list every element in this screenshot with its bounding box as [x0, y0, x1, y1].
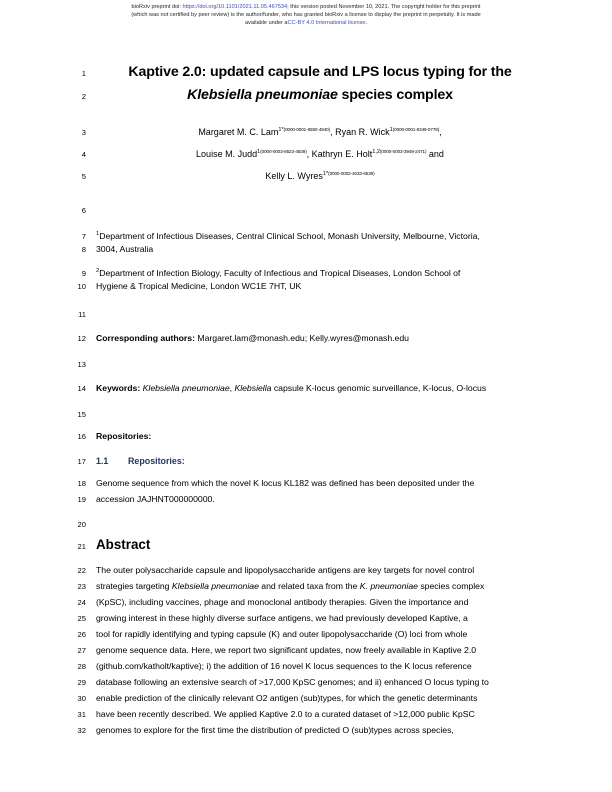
author-affiliation-marker: 1 — [257, 149, 261, 155]
line-number: 23 — [77, 582, 86, 591]
abstract-line-24: (KpSC), including vaccines, phage and monoclonal antibody therapies. Given the importance and — [96, 597, 469, 607]
author-name-holt: Kathryn E. Holt — [311, 149, 373, 159]
abstract-23-b: and related taxa from the — [258, 581, 360, 591]
abstract-line-23-row — [0, 582, 612, 591]
line-number: 22 — [77, 566, 86, 575]
abstract-line-32: genomes to explore for the first time the distribution of predicted O (sub)types across species, — [96, 725, 454, 735]
author-affiliation-marker: 1* — [322, 171, 329, 177]
line-number: 10 — [77, 282, 86, 291]
corresponding-authors-text — [96, 334, 612, 343]
author-orcid-holt: (0000-0003-3949-2471) — [379, 149, 427, 154]
line-number: 31 — [77, 710, 86, 719]
authors-line-2-row — [0, 150, 612, 159]
corresponding-authors-emails[interactable]: Margaret.lam@monash.edu; Kelly.wyres@monash.edu — [194, 333, 409, 343]
abstract-line-30-row — [0, 694, 612, 703]
blank-content — [96, 309, 612, 317]
line-number: 27 — [77, 646, 86, 655]
author-orcid-judd: (0000-0003-8623-4839) — [260, 149, 307, 154]
title-line-2-row — [0, 88, 612, 103]
line-number: 13 — [77, 360, 86, 369]
abstract-line-31-row — [0, 710, 612, 719]
keyword-species-1: Klebsiella pneumoniae — [140, 383, 230, 393]
page-title-line-2 — [96, 88, 612, 103]
abstract-line-24-row — [0, 598, 612, 607]
affiliation-1-line-1-row — [0, 231, 612, 241]
page-title-line-1: Kaptive 2.0: updated capsule and LPS locus typing for the — [128, 64, 512, 80]
affiliation-2-text — [96, 268, 612, 278]
abstract-line-29-row — [0, 678, 612, 687]
line-number: 18 — [77, 479, 86, 488]
repositories-heading — [96, 432, 612, 441]
affiliation-1-text — [96, 231, 612, 241]
line-number: 16 — [77, 432, 86, 441]
author-name-judd: Louise M. Judd — [196, 149, 258, 159]
banner-line-2: (which was not certified by peer review) is the author/funder, who has granted bioRxiv a license to display the preprint in perpetuity. It is made — [131, 12, 481, 19]
line-number: 19 — [77, 495, 86, 504]
author-list-line-2 — [96, 150, 612, 159]
author-affiliation-marker: 1 — [389, 127, 393, 133]
author-list-line-3 — [96, 172, 612, 181]
author-line-tail: , — [439, 127, 442, 137]
abstract-line-29: database following an extensive search of >17,000 KpSC genomes; and ii) enhanced O locus typing to — [96, 677, 489, 687]
abstract-line-22-row — [0, 566, 612, 575]
author-affiliation-marker: 1,2 — [372, 149, 380, 155]
line-number: 21 — [77, 542, 86, 551]
abstract-line-23 — [96, 582, 612, 591]
line-number: 8 — [81, 245, 86, 254]
keywords-separator: , — [229, 383, 235, 393]
title-species-italic: Klebsiella pneumoniae — [187, 87, 338, 103]
banner-license-prefix: available under a — [244, 20, 288, 27]
banner-doi-suffix: ; this version posted November 10, 2021. The copyright holder for this preprint — [287, 4, 481, 10]
abstract-line-31: have been recently described. We applied Kaptive 2.0 to a curated dataset of >12,000 public KpSC — [96, 709, 475, 719]
author-line-tail: and — [426, 149, 444, 159]
line-number: 5 — [81, 172, 86, 181]
title-line-1-row — [0, 65, 612, 80]
keywords-label: Keywords: — [96, 383, 141, 393]
affiliation-2-line-2: Hygiene & Tropical Medicine, London WC1E 7HT, UK — [96, 281, 302, 291]
line-number: 12 — [77, 334, 86, 343]
blank-line-20-row — [0, 519, 612, 529]
blank-line-13-row — [0, 359, 612, 369]
line-number: 32 — [77, 726, 86, 735]
line-number: 28 — [77, 662, 86, 671]
line-number: 26 — [77, 630, 86, 639]
abstract-23-a: strategies targeting — [96, 581, 172, 591]
author-name-lam: Margaret M. C. Lam — [198, 127, 279, 137]
abstract-line-28: (github.com/katholt/kaptive); i) the addition of 16 novel K locus sequences to the K locus reference — [96, 661, 472, 671]
subheading-text: Repositories: — [128, 456, 185, 466]
line-number: 29 — [77, 678, 86, 687]
blank-content — [96, 519, 612, 527]
blank-content — [96, 205, 612, 213]
abstract-line-22: The outer polysaccharide capsule and lipopolysaccharide antigens are key targets for novel control — [96, 565, 475, 575]
repositories-body-line-1: Genome sequence from which the novel K locus KL182 was defined has been deposited under the — [96, 478, 475, 488]
line-number: 4 — [81, 150, 86, 159]
banner-doi-link[interactable]: https://doi.org/10.1101/2021.11.05.467534 — [182, 4, 288, 10]
blank-line-15-row — [0, 409, 612, 419]
keywords-rest: capsule K-locus genomic surveillance, K-locus, O-locus — [271, 383, 487, 393]
line-number: 20 — [77, 520, 86, 529]
abstract-23-c: species complex — [417, 581, 485, 591]
blank-line-6-row — [0, 205, 612, 215]
abstract-heading: Abstract — [96, 537, 151, 552]
subheading-number: 1.1 — [96, 456, 109, 466]
affiliation-1-line-2-row — [0, 245, 612, 254]
line-number: 24 — [77, 598, 86, 607]
line-number: 15 — [77, 410, 86, 419]
affiliation-1-line-2: 3004, Australia — [96, 244, 154, 254]
blank-content — [96, 359, 612, 367]
abstract-line-32-row — [0, 726, 612, 735]
abstract-23-species-1: Klebsiella pneumoniae — [171, 581, 259, 591]
keywords-text — [96, 384, 612, 393]
line-number: 6 — [81, 206, 86, 215]
author-separator: , — [306, 149, 312, 159]
authors-line-3-row — [0, 172, 612, 181]
author-orcid-wick: (0000-0001-8349-0778) — [392, 127, 440, 132]
affiliation-marker-2: 2 — [96, 268, 100, 274]
corresponding-authors-label: Corresponding authors: — [96, 333, 195, 343]
author-list-line-1 — [96, 128, 612, 137]
affiliation-2-line-2-row — [0, 282, 612, 291]
title-line-2-rest: species complex — [337, 87, 453, 103]
banner-license-suffix: . — [365, 20, 368, 27]
keyword-genus: Klebsiella — [234, 383, 272, 393]
line-number: 30 — [77, 694, 86, 703]
author-orcid-lam: (0000-0001-6550-4840) — [283, 127, 331, 132]
abstract-line-27: genome sequence data. Here, we report two significant updates, now freely available in Kaptive 2.0 — [96, 645, 477, 655]
repositories-body-line-1-row — [0, 479, 612, 488]
author-name-wyres: Kelly L. Wyres — [265, 171, 323, 181]
line-number: 1 — [81, 69, 86, 78]
affiliation-2-line-1-row — [0, 268, 612, 278]
line-number: 17 — [77, 457, 86, 466]
repositories-body-line-2: accession JAJHNT000000000. — [96, 494, 215, 504]
line-number: 3 — [81, 128, 86, 137]
abstract-line-26-row — [0, 630, 612, 639]
author-orcid-wyres: (0000-0002-4033-6539) — [328, 171, 375, 176]
line-number: 2 — [81, 92, 86, 101]
line-number: 7 — [81, 231, 86, 241]
author-name-wick: Ryan R. Wick — [335, 127, 390, 137]
abstract-line-26: tool for rapidly identifying and typing capsule (K) and outer lipopolysaccharide (O) loci from whole — [96, 629, 468, 639]
blank-line-11-row — [0, 309, 612, 319]
abstract-line-27-row — [0, 646, 612, 655]
abstract-line-25: growing interest in these highly diverse surface antigens, we had previously developed Kaptive, a — [96, 613, 468, 623]
line-number: 25 — [77, 614, 86, 623]
line-number: 11 — [78, 310, 86, 319]
keywords-row — [0, 384, 612, 393]
authors-line-1-row — [0, 128, 612, 137]
banner-license-link[interactable]: CC-BY 4.0 International license — [287, 20, 366, 27]
affiliation-marker-1: 1 — [96, 231, 100, 237]
abstract-heading-row — [0, 538, 612, 552]
author-separator: , — [330, 127, 336, 137]
repositories-heading-text: Repositories: — [96, 431, 152, 441]
repositories-body-line-2-row — [0, 495, 612, 504]
banner-doi-prefix: bioRxiv preprint doi: — [131, 4, 183, 10]
line-number: 9 — [81, 268, 86, 278]
author-affiliation-marker: 1* — [278, 127, 284, 133]
abstract-line-30: enable prediction of the clinically relevant O2 antigen (sub)types, for which the genetic determinants — [96, 693, 478, 703]
repositories-subheading — [96, 457, 612, 466]
affiliation-1-line-1: Department of Infectious Diseases, Central Clinical School, Monash University, Melbourne, Victoria, — [99, 230, 480, 241]
repositories-subheading-row — [0, 457, 612, 466]
affiliation-2-line-1: Department of Infection Biology, Faculty of Infectious and Tropical Diseases, London School of — [99, 267, 461, 278]
abstract-23-species-2: K. pneumoniae — [359, 581, 418, 591]
repositories-heading-row — [0, 432, 612, 441]
abstract-line-25-row — [0, 614, 612, 623]
abstract-line-28-row — [0, 662, 612, 671]
line-number: 14 — [77, 384, 86, 393]
corresponding-authors-row — [0, 334, 612, 343]
blank-content — [96, 409, 612, 417]
